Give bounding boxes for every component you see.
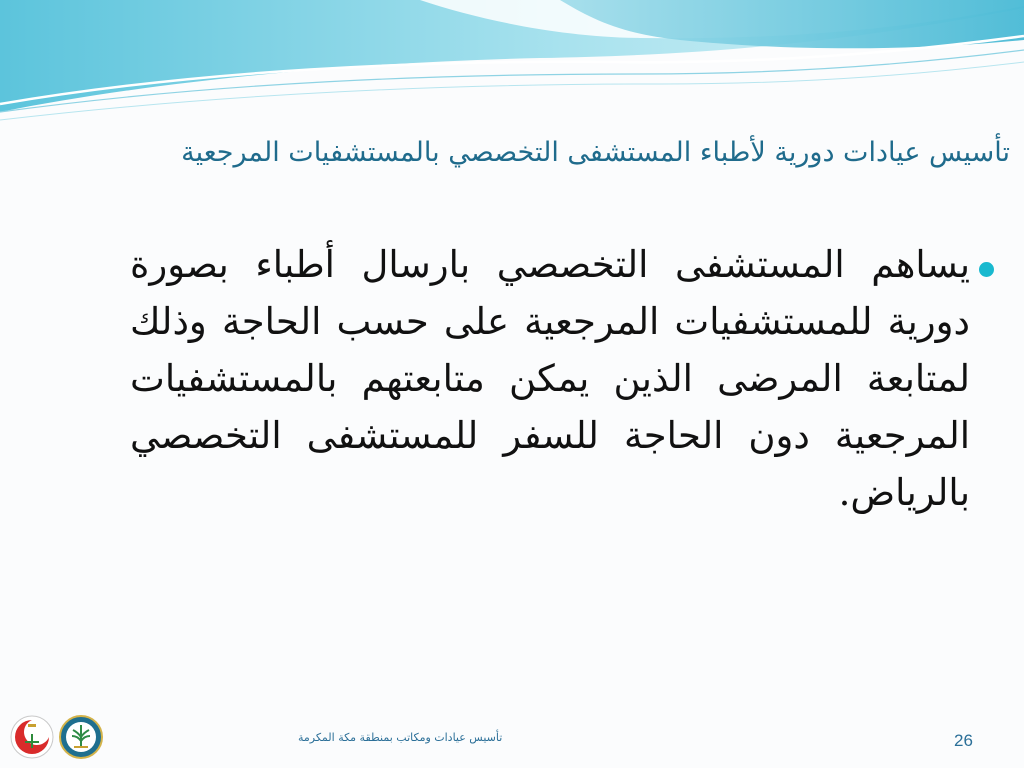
wave-header-decoration: [0, 0, 1024, 140]
bullet-text: يساهم المستشفى التخصصي بارسال أطباء بصورة دورية للمستشفيات المرجعية على حسب الحاجة وذلك لمتابعة المرضى الذين يمكن متابعتهم بالمستشفيات المرجعية دون الحاجة للسفر للمستشفى التخصصي بالرياض.: [130, 243, 970, 514]
page-number: 26: [954, 731, 973, 750]
bullet-item: [130, 236, 970, 521]
slide-title: تأسيس عيادات دورية لأطباء المستشفى التخصصي بالمستشفيات المرجعية: [181, 137, 1010, 168]
red-crescent-logo-icon: [9, 714, 55, 760]
footer-text: تأسيس عيادات ومكاتب بمنطقة مكة المكرمة: [298, 731, 503, 744]
slide-content: [130, 236, 970, 521]
bullet-dot-icon: [979, 262, 994, 277]
ministry-emblem-logo-icon: [58, 714, 104, 760]
